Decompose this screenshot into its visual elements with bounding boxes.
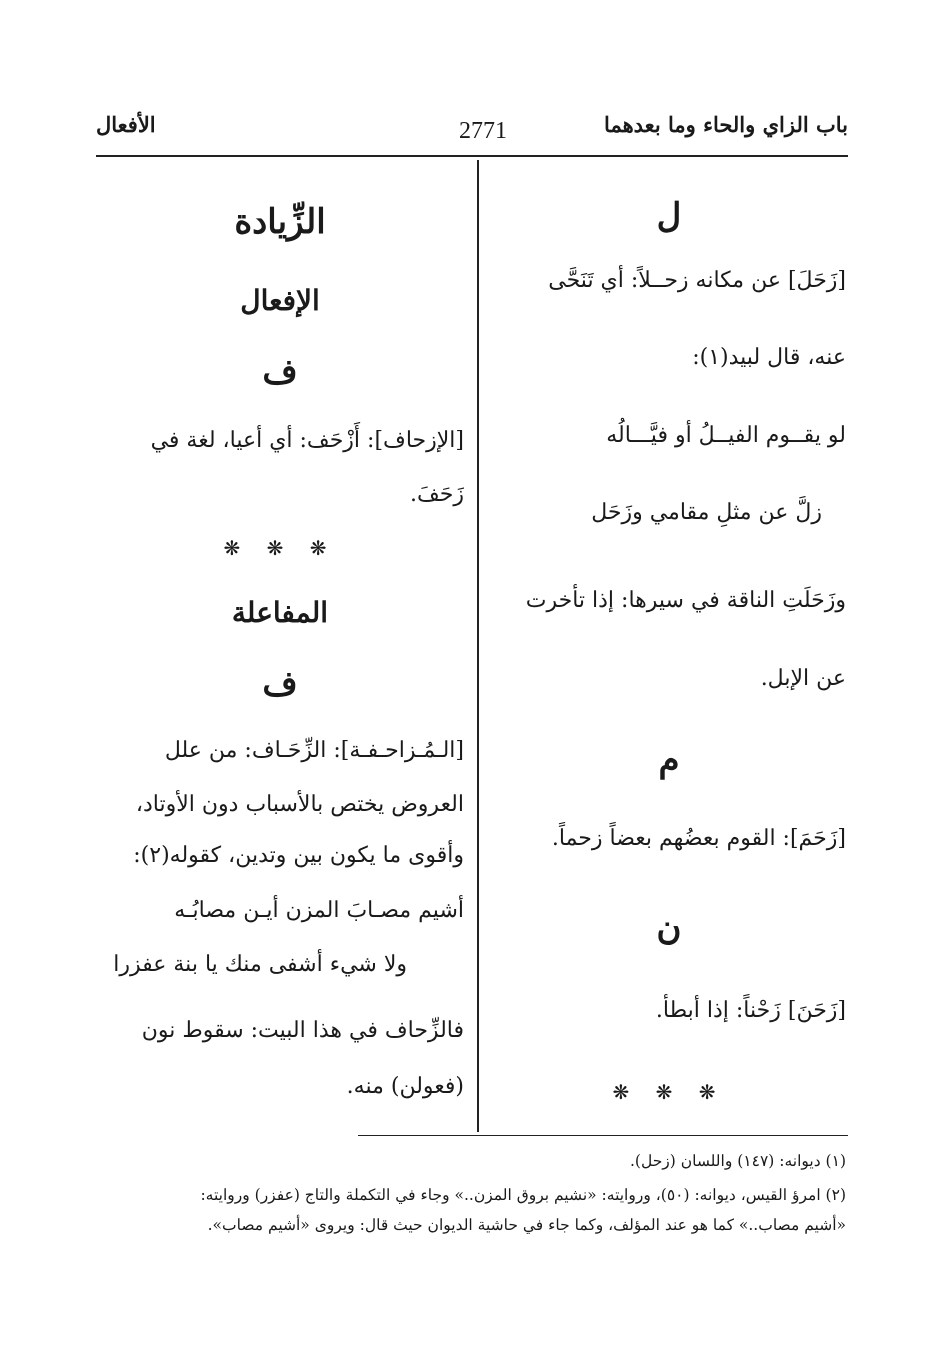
running-header-left: الأفعال: [96, 112, 156, 137]
column-divider: [477, 160, 479, 1132]
entry-line: (فعولن) منه.: [346, 1074, 464, 1099]
letter-heading-lam: ل: [656, 196, 682, 236]
letter-heading-mim: م: [658, 740, 680, 780]
entry-line: زَحَفَ.: [410, 482, 464, 507]
entry-line: [زَحَمَ]: القوم بعضُهم بعضاً زحماً.: [551, 826, 846, 851]
subsection-title: المفاعلة: [231, 596, 329, 629]
verse-line: أشيم مصـابَ المزن أيـن مصابُـه: [174, 898, 464, 923]
verse-line: ولا شيء أشفى منك يا بنة عفزرا: [113, 952, 407, 977]
entry-line: عنه، قال لبيد(١):: [692, 345, 846, 370]
section-separator-stars: ❋ ❋ ❋: [612, 1080, 726, 1104]
entry-line: وزَحَلَتِ الناقة في سيرها: إذا تأخرت: [525, 588, 846, 613]
entry-line: [الـمُـزاحـفـة]: الزِّحَـاف: من علل: [164, 738, 464, 763]
verse-line: زلَّ عن مثلِ مقامي وزَحَل: [591, 500, 822, 525]
footnote-rule: [358, 1135, 848, 1136]
entry-line: العروض يختص بالأسباب دون الأوتاد،: [135, 792, 464, 817]
page-number: 2771: [459, 118, 507, 144]
entry-line: فالزِّحاف في هذا البيت: سقوط نون: [141, 1018, 464, 1043]
footnote: «أشيم مصاب..» كما هو عند المؤلف، وكما جاء في حاشية الديوان حيث قال: ويروى «أشيم مصاب».: [207, 1216, 846, 1234]
verse-line: لو يقــوم الفيــلُ أو فيَّـــالُه: [606, 423, 846, 448]
letter-heading-nun: ن: [656, 908, 682, 948]
entry-line: [زَحَلَ] عن مكانه زحــلاً: أي تَنَحَّى: [548, 268, 846, 293]
running-header-right: باب الزاي والحاء وما بعدهما: [604, 112, 848, 137]
subsection-title: الإفعال: [240, 284, 320, 317]
entry-line: [زَحَنَ] زَحْناً: إذا أبطأ.: [655, 998, 846, 1023]
header-rule: [96, 155, 848, 157]
letter-heading-fa: ف: [262, 664, 298, 704]
entry-line: [الإزحاف]: أَزْحَف: أي أعيا، لغة في: [150, 428, 464, 453]
entry-line: وأقوى ما يكون بين وتدين، كقوله(٢):: [133, 843, 464, 868]
letter-heading-fa: ف: [262, 352, 298, 392]
section-separator-stars: ❋ ❋ ❋: [223, 536, 337, 560]
footnote: (١) ديوانه: (١٤٧) واللسان (زحل).: [629, 1152, 846, 1170]
footnote: (٢) امرؤ القيس، ديوانه: (٥٠)، وروايته: «نشيم بروق المزن..» وجاء في التكملة والتاج (عفزر) وروايته:: [200, 1186, 846, 1204]
section-title: الزِّيادة: [234, 202, 326, 242]
entry-line: عن الإبل.: [760, 666, 846, 691]
